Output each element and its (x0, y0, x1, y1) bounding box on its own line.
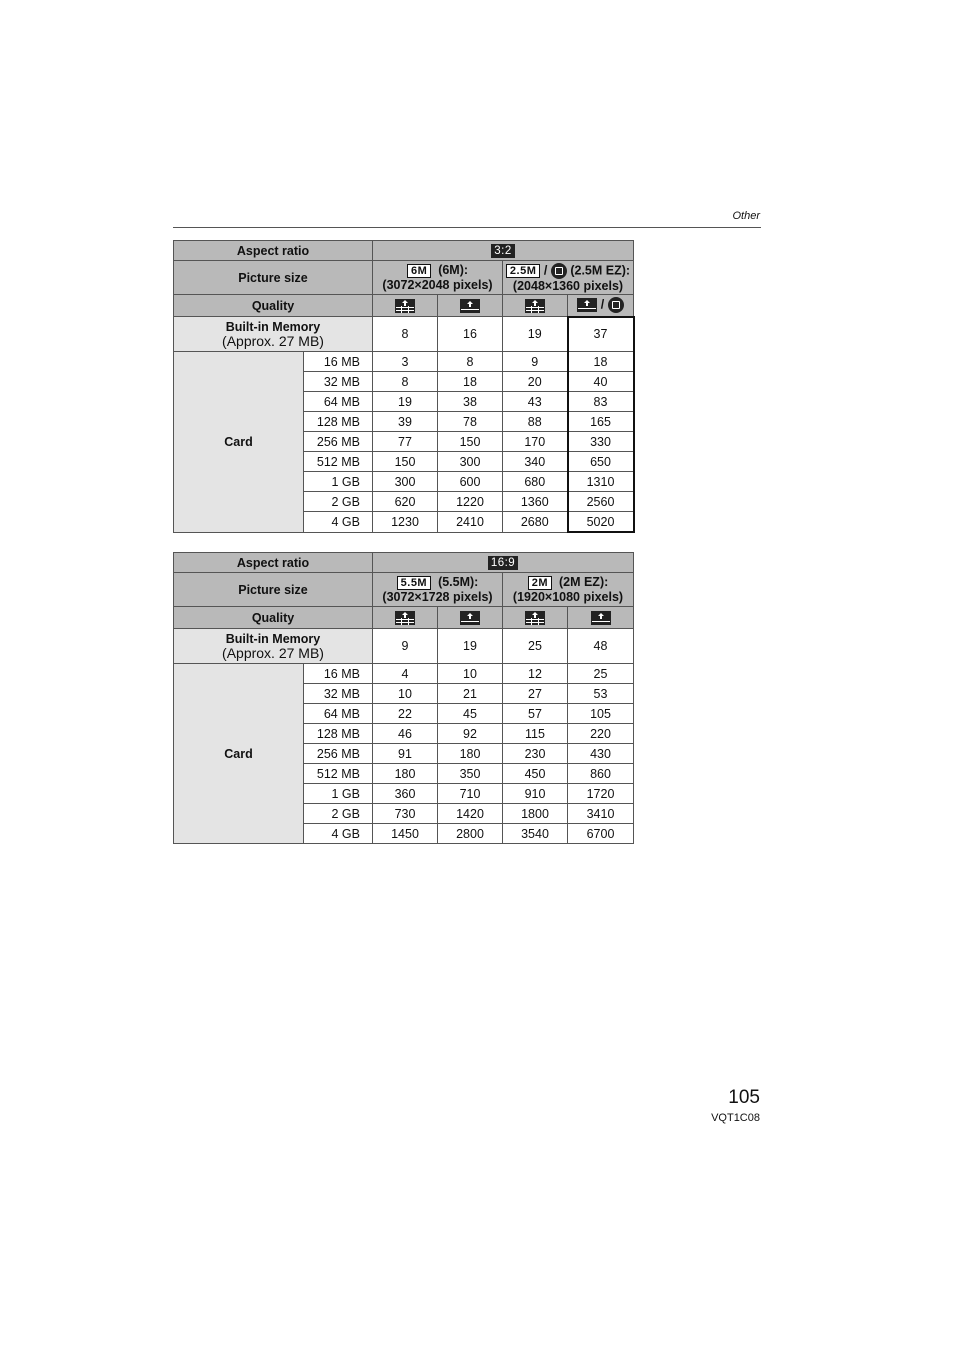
picture-count: 18 (568, 352, 634, 372)
builtin-value: 19 (503, 317, 568, 352)
picture-count: 18 (438, 372, 503, 392)
header-rule (173, 227, 761, 228)
picture-count: 46 (373, 724, 438, 744)
picture-count: 105 (568, 704, 634, 724)
picture-size-5-5m (373, 573, 503, 607)
extended-zoom-icon (608, 297, 624, 313)
picture-size-6m (373, 261, 503, 295)
picture-count: 20 (503, 372, 568, 392)
separator: / (600, 297, 605, 312)
picture-count: 340 (503, 452, 568, 472)
card-size: 2 GB (304, 492, 373, 512)
picture-count: 53 (568, 684, 634, 704)
picture-count: 680 (503, 472, 568, 492)
quality-standard-icon (591, 611, 611, 625)
picture-size-2m-pixels: (1920×1080 pixels) (512, 589, 624, 604)
quality-col-1 (373, 295, 438, 317)
picture-count: 92 (438, 724, 503, 744)
picture-count: 25 (568, 664, 634, 684)
separator: / (543, 262, 548, 277)
picture-count: 1360 (503, 492, 568, 512)
picture-count: 5020 (568, 512, 634, 533)
aspect-ratio-label: Aspect ratio (174, 553, 373, 573)
picture-count: 43 (503, 392, 568, 412)
quality-standard-icon (460, 611, 480, 625)
picture-count: 22 (373, 704, 438, 724)
picture-count: 2410 (438, 512, 503, 533)
builtin-value: 25 (503, 629, 568, 664)
picture-size-5-5m-name: (5.5M): (438, 575, 479, 590)
quality-col-3 (503, 295, 568, 317)
builtin-memory-title: Built-in Memory (225, 319, 321, 334)
picture-count: 600 (438, 472, 503, 492)
picture-count: 300 (373, 472, 438, 492)
picture-size-6m-pixels: (3072×2048 pixels) (382, 277, 493, 292)
picture-count: 21 (438, 684, 503, 704)
card-size: 4 GB (304, 512, 373, 533)
picture-count: 40 (568, 372, 634, 392)
picture-count: 220 (568, 724, 634, 744)
picture-count: 860 (568, 764, 634, 784)
card-label: Card (174, 664, 304, 844)
picture-count: 10 (373, 684, 438, 704)
card-size: 128 MB (304, 724, 373, 744)
picture-size-2m-icon: 2M (528, 576, 552, 590)
quality-fine-icon (395, 611, 415, 625)
picture-count: 19 (373, 392, 438, 412)
picture-count: 115 (503, 724, 568, 744)
quality-col-3 (503, 607, 568, 629)
picture-count: 57 (503, 704, 568, 724)
picture-count: 2680 (503, 512, 568, 533)
picture-size-label: Picture size (174, 573, 373, 607)
builtin-memory-label (174, 629, 373, 664)
table-row (174, 664, 634, 684)
card-size: 4 GB (304, 824, 373, 844)
picture-size-2m (503, 573, 634, 607)
card-size: 128 MB (304, 412, 373, 432)
picture-count: 88 (503, 412, 568, 432)
quality-fine-icon (525, 299, 545, 313)
aspect-ratio-badge: 3:2 (491, 244, 515, 258)
card-size: 256 MB (304, 744, 373, 764)
quality-fine-icon (395, 299, 415, 313)
card-size: 64 MB (304, 392, 373, 412)
card-size: 2 GB (304, 804, 373, 824)
picture-count: 3410 (568, 804, 634, 824)
picture-count: 1230 (373, 512, 438, 533)
picture-size-2-5m-pixels: (2048×1360 pixels) (512, 278, 624, 293)
builtin-memory-title: Built-in Memory (225, 631, 321, 646)
quality-col-1 (373, 607, 438, 629)
picture-count: 4 (373, 664, 438, 684)
picture-count: 91 (373, 744, 438, 764)
picture-size-6m-name: (6M): (438, 263, 469, 278)
picture-count: 2800 (438, 824, 503, 844)
picture-count: 83 (568, 392, 634, 412)
picture-count: 450 (503, 764, 568, 784)
builtin-value: 8 (373, 317, 438, 352)
picture-count: 38 (438, 392, 503, 412)
aspect-ratio-badge: 16:9 (488, 556, 518, 570)
picture-size-6m-icon: 6M (407, 264, 431, 278)
picture-count: 1720 (568, 784, 634, 804)
quality-label: Quality (174, 607, 373, 629)
picture-size-label: Picture size (174, 261, 373, 295)
picture-count: 2560 (568, 492, 634, 512)
picture-count: 6700 (568, 824, 634, 844)
picture-count: 27 (503, 684, 568, 704)
quality-label: Quality (174, 295, 373, 317)
quality-col-4 (568, 295, 634, 317)
card-size: 16 MB (304, 352, 373, 372)
page-number: 105 (728, 1087, 760, 1108)
picture-count: 300 (438, 452, 503, 472)
card-size: 1 GB (304, 784, 373, 804)
builtin-value: 16 (438, 317, 503, 352)
picture-count: 1420 (438, 804, 503, 824)
quality-col-2 (438, 295, 503, 317)
picture-count: 3540 (503, 824, 568, 844)
card-size: 256 MB (304, 432, 373, 452)
picture-count: 10 (438, 664, 503, 684)
card-size: 32 MB (304, 684, 373, 704)
picture-count: 8 (373, 372, 438, 392)
card-size: 32 MB (304, 372, 373, 392)
picture-size-5-5m-pixels: (3072×1728 pixels) (382, 589, 493, 604)
builtin-value: 48 (568, 629, 634, 664)
picture-count: 3 (373, 352, 438, 372)
picture-count: 150 (438, 432, 503, 452)
picture-count: 165 (568, 412, 634, 432)
picture-count: 170 (503, 432, 568, 452)
picture-count: 8 (438, 352, 503, 372)
card-size: 16 MB (304, 664, 373, 684)
quality-fine-icon (525, 611, 545, 625)
picture-count: 1220 (438, 492, 503, 512)
picture-count: 1450 (373, 824, 438, 844)
table-row (174, 352, 634, 372)
quality-standard-icon (577, 298, 597, 312)
picture-count: 77 (373, 432, 438, 452)
builtin-value: 37 (568, 317, 634, 352)
picture-size-5-5m-icon: 5.5M (397, 576, 431, 590)
picture-count: 230 (503, 744, 568, 764)
picture-count: 1310 (568, 472, 634, 492)
picture-count: 730 (373, 804, 438, 824)
quality-col-4 (568, 607, 634, 629)
picture-count: 78 (438, 412, 503, 432)
picture-size-2-5m (503, 261, 634, 295)
builtin-value: 9 (373, 629, 438, 664)
picture-size-2-5m-icon: 2.5M (506, 264, 540, 278)
quality-standard-icon (460, 299, 480, 313)
extended-zoom-icon (551, 263, 567, 279)
picture-count: 350 (438, 764, 503, 784)
picture-count: 9 (503, 352, 568, 372)
builtin-memory-label (174, 317, 373, 352)
picture-count: 620 (373, 492, 438, 512)
picture-count: 650 (568, 452, 634, 472)
picture-count: 39 (373, 412, 438, 432)
aspect-ratio-label: Aspect ratio (174, 241, 373, 261)
picture-count: 150 (373, 452, 438, 472)
picture-count: 180 (373, 764, 438, 784)
builtin-memory-capacity: (Approx. 27 MB) (222, 332, 324, 349)
aspect-ratio-value (373, 553, 634, 573)
picture-size-2-5m-name: (2.5M EZ): (570, 262, 631, 277)
card-size: 512 MB (304, 452, 373, 472)
card-size: 512 MB (304, 764, 373, 784)
builtin-value: 19 (438, 629, 503, 664)
picture-count: 430 (568, 744, 634, 764)
picture-count: 710 (438, 784, 503, 804)
capacity-table-16-9 (173, 552, 634, 844)
capacity-table-3-2 (173, 240, 635, 533)
quality-col-2 (438, 607, 503, 629)
card-size: 1 GB (304, 472, 373, 492)
card-size: 64 MB (304, 704, 373, 724)
picture-count: 45 (438, 704, 503, 724)
card-label: Card (174, 352, 304, 533)
picture-count: 360 (373, 784, 438, 804)
section-label: Other (732, 210, 760, 222)
aspect-ratio-value (373, 241, 634, 261)
builtin-memory-capacity: (Approx. 27 MB) (222, 644, 324, 661)
picture-count: 1800 (503, 804, 568, 824)
picture-count: 12 (503, 664, 568, 684)
picture-size-2m-name: (2M EZ): (558, 575, 609, 590)
picture-count: 330 (568, 432, 634, 452)
picture-count: 910 (503, 784, 568, 804)
picture-count: 180 (438, 744, 503, 764)
document-code: VQT1C08 (711, 1112, 760, 1124)
